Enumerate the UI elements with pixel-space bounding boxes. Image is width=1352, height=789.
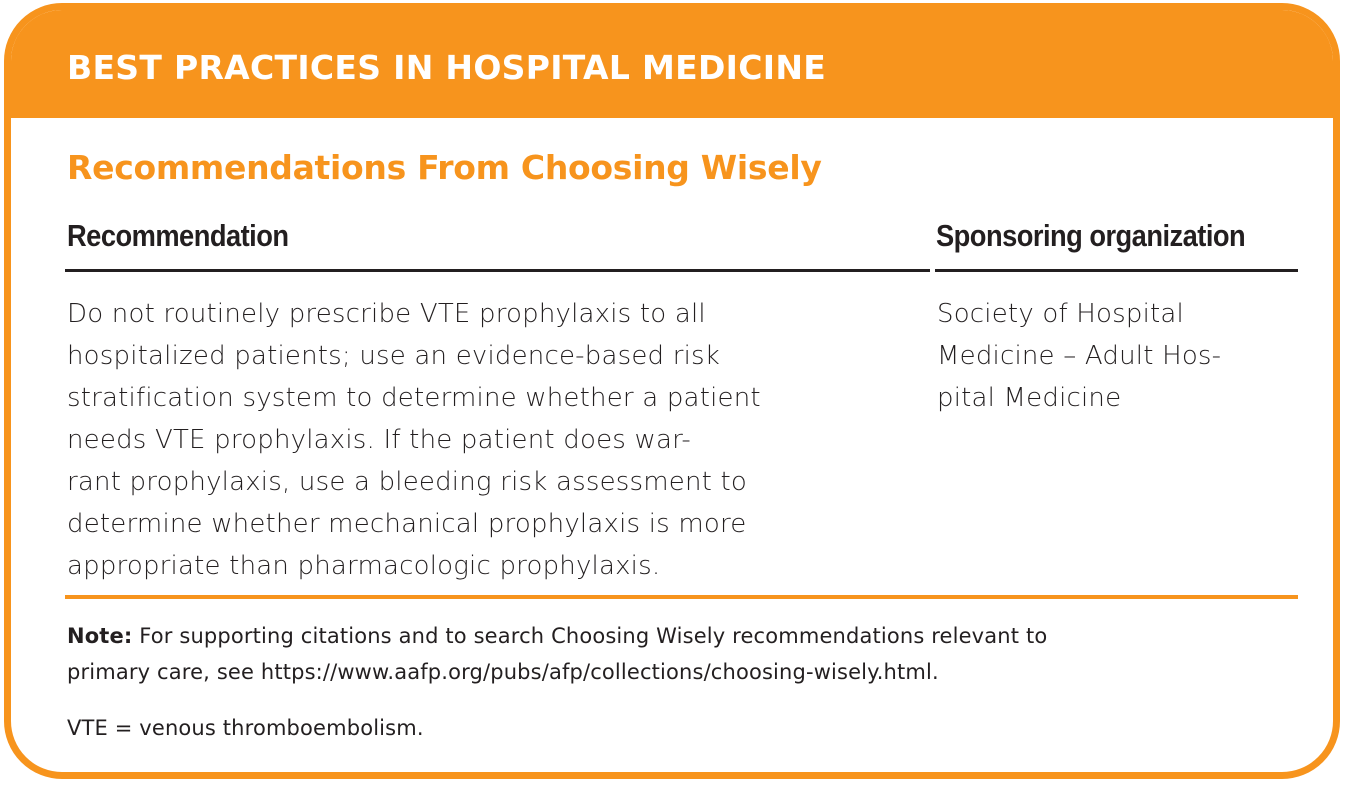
note-text: primary care, see https://www.aafp.org/pubs/afp/collections/choosing-wisely.html. [67, 660, 939, 684]
organization-line: Medicine – Adult Hos- [937, 341, 1222, 371]
note-text: For supporting citations and to search Choosing Wisely recommendations relevant to [132, 624, 1048, 648]
recommendation-line: hospitalized patients; use an evidence-based risk [67, 341, 721, 371]
recommendation-line: Do not routinely prescribe VTE prophylaxis to all [67, 299, 706, 329]
recommendation-line: appropriate than pharmacologic prophylaxis. [67, 551, 661, 581]
best-practices-card [4, 3, 1340, 779]
organization-cell [937, 293, 1221, 419]
recommendation-line: rant prophylaxis, use a bleeding risk assessment to [67, 467, 748, 497]
column-header-sponsoring-organization: Sponsoring organization [936, 218, 1246, 253]
organization-line: pital Medicine [937, 383, 1122, 413]
abbreviation-footnote: VTE = venous thromboembolism. [67, 716, 424, 740]
recommendation-line: determine whether mechanical prophylaxis is more [67, 509, 747, 539]
footnote-note [67, 618, 1047, 690]
note-label: Note: [67, 624, 133, 648]
header-rule-right [935, 269, 1298, 272]
recommendation-line: needs VTE prophylaxis. If the patient does war- [67, 425, 691, 455]
banner-title: BEST PRACTICES IN HOSPITAL MEDICINE [67, 48, 827, 87]
header-rule-left [65, 269, 930, 272]
table-bottom-rule [65, 595, 1298, 599]
banner [11, 10, 1333, 118]
table-title: Recommendations From Choosing Wisely [67, 148, 822, 187]
organization-line: Society of Hospital [937, 299, 1184, 329]
recommendation-cell [67, 293, 761, 587]
recommendation-line: stratification system to determine whether a patient [67, 383, 761, 413]
column-header-recommendation: Recommendation [67, 218, 289, 253]
